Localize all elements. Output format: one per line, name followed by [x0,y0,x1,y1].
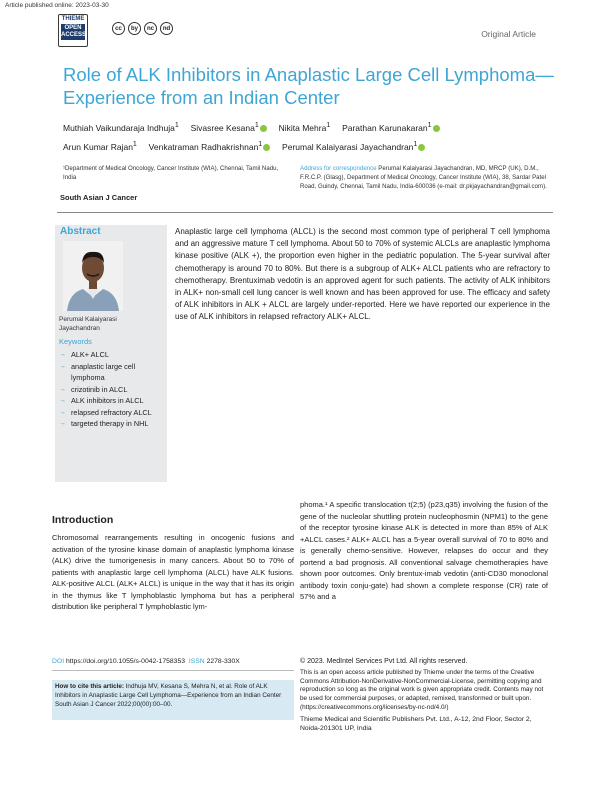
by-license-icon[interactable]: by [128,22,141,35]
correspondence-text: Perumal Kalaiyarasi Jayachandran, MD, MRCP (UK), D.M., F.R.C.P. (Glasg), Department of Medical Oncology, Cancer Institute (WIA), 38, Sardar Patel Road, Guindy, Chennai, Tamil Nadu, India-600036 (e-mail: dr.pkjayachandran@gmail.com). [300,165,547,190]
article-title: Role of ALK Inhibitors in Anaplastic Large Cell Lymphoma—Experience from an Indian Center [63,64,554,108]
author-name: Sivasree Kesana [190,122,255,133]
thieme-open-access-logo [58,14,88,47]
author-list [63,117,563,155]
keyword-item: → targeted therapy in NHL [59,418,167,430]
author-name: Venkatraman Radhakrishnan [148,141,259,152]
author-affiliation-mark: 1 [258,139,263,148]
keyword-item: → relapsed refractory ALCL [59,407,167,419]
author-name: Muthiah Vaikundaraja Indhuja [63,122,175,133]
author-name: Perumal Kalaiyarasi Jayachandran [282,141,414,152]
doi-label: DOI [52,658,65,665]
logo-bottom-text: OPEN ACCESS [61,25,87,38]
nc-license-icon[interactable]: nc [144,22,157,35]
publication-date: Article published online: 2023-03-30 [5,2,109,9]
section-label: Original Article [481,29,536,39]
author-affiliation-mark: 1 [326,121,331,129]
author-affiliation-mark: 1 [254,121,259,129]
divider [52,670,294,671]
divider [57,212,553,213]
introduction-column-2: phoma.¹ A specific translocation t(2;5) (p23,q35) involving the fusion of the gene of the nucleolar shuttling protein nucleophosmin (NPM1) to the gene of the receptor tyrosine kinase ALK is detected in more than 85% of ALK +ALCL cases.² ALK+ ALCL has a 5-year overall survival of 70 to 80% and is generally chemo-sensitive. However, relapses do occur and they portend a bad prognosis. All conventional salvage chemotherapies have shown poor outcomes. Only brentux-imab vedotin (anti-CD30 monoclonal antibody toxin conju-gate) had shown a complete response (CR) rate of 57% and a [300,500,548,601]
doi-link[interactable]: https://doi.org/10.1055/s-0042-1758353 [65,658,186,665]
author-name: Arun Kumar Rajan [63,141,133,152]
abstract-heading: Abstract [60,226,101,237]
publisher-address: Thieme Medical and Scientific Publishers Pvt. Ltd., A-12, 2nd Floor, Sector 2, Noida-201301 UP, India [300,715,532,733]
author-name: Nikita Mehra [278,122,327,133]
correspondence-label: Address for correspondence [300,165,377,172]
author-affiliation-mark: 1 [132,139,137,148]
cite-label: How to cite this article: [55,683,124,690]
author-photo [63,241,123,311]
issn-label: ISSN [188,658,205,665]
nd-license-icon[interactable]: nd [160,22,173,35]
copyright-block [300,658,550,734]
author-affiliation-mark: 1 [174,121,179,129]
keyword-item: → crizotinib in ALCL [59,384,167,396]
affiliation: ¹Department of Medical Oncology, Cancer Institute (WIA), Chennai, Tamil Nadu, India [63,165,279,181]
author-affiliation-mark: 1 [427,121,432,129]
copyright-line: © 2023. MedIntel Services Pvt Ltd. All rights reserved. [300,658,468,665]
orcid-icon[interactable] [418,144,425,151]
cc-license-icon[interactable]: cc [112,22,125,35]
license-text: This is an open access article published by Thieme under the terms of the Creative Commons Attribution-NonDerivative-NonCommercial-License, permitting copying and reproduction so long as the original work is given appropriate credit. Contents may not be used for commercial purposes, or adapted, remixed, transformed or built upon. (https://creativecommons.org/licenses/by-nc-nd/4.0/) [300,668,544,711]
issn-value: 2278-330X [206,658,240,665]
photo-caption: Perumal Kalaiyarasi Jayachandran [59,316,117,332]
logo-top-text: THIEME [61,16,85,22]
keyword-item: → ALK+ ALCL [59,349,167,361]
orcid-icon[interactable] [263,144,270,151]
how-to-cite-box [52,680,294,720]
correspondence [300,164,550,191]
keywords-heading: Keywords [59,337,92,346]
introduction-column-1: Chromosomal rearrangements resulting in oncogenic fusions and activation of the tyrosine kinase domain of anaplastic lymphoma kinase (ALK) drive the tumorigenesis in many cancers. About 50 to 70% of patients with anaplastic large cell lymphoma (ALCL) have ALK fusions. ALK-positive ALCL (ALK+ ALCL) is unique in the way that it has its origin in the thymus like T lymphoblastic lymphoma but has a peripheral distribution like peripheral T lymphoblastic lym- [52,533,294,611]
keywords-list [59,349,167,430]
journal-name: South Asian J Cancer [60,193,138,202]
doi-line [52,658,292,665]
author-name: Parathan Karunakaran [342,122,428,133]
cite-text: Indhuja MV, Kesana S, Mehra N, et al. Role of ALK Inhibitors in Anaplastic Large Cell Lymphoma—Experience from an Indian Center South Asian J Cancer 2022;00(00):00–00. [55,683,282,708]
author-affiliation-mark: 1 [413,139,418,148]
orcid-icon[interactable] [433,125,440,132]
orcid-icon[interactable] [260,125,267,132]
introduction-heading: Introduction [52,514,114,526]
abstract-text: Anaplastic large cell lymphoma (ALCL) is the second most common type of peripheral T cell lymphoma and an aggressive mature T cell lymphoma. About 50 to 70% of systemic ALCLs are anaplastic lymphoma kinase positive (ALK +), the proportion even higher in the pediatric population. The 5-year survival after chemotherapy is around 70 to 80%. But there is a subgroup of ALK+ ALCL patients who are refractory to chemotherapy. Brentuximab vedotin is an approved agent for such patients. The activity of ALK inhibitors in ALK+ non-small cell lung cancer is well known and has been approved for use. The efficacy and safety of ALK inhibitors in ALK + ALCL are largely under-reported. Here we have reported our experience in the use of ALK inhibitors in relapsed refractory ALK+ ALCL. [175,227,551,322]
keyword-item: → ALK inhibitors in ALCL [59,395,167,407]
keyword-item: → anaplastic large cell lymphoma [59,361,167,384]
